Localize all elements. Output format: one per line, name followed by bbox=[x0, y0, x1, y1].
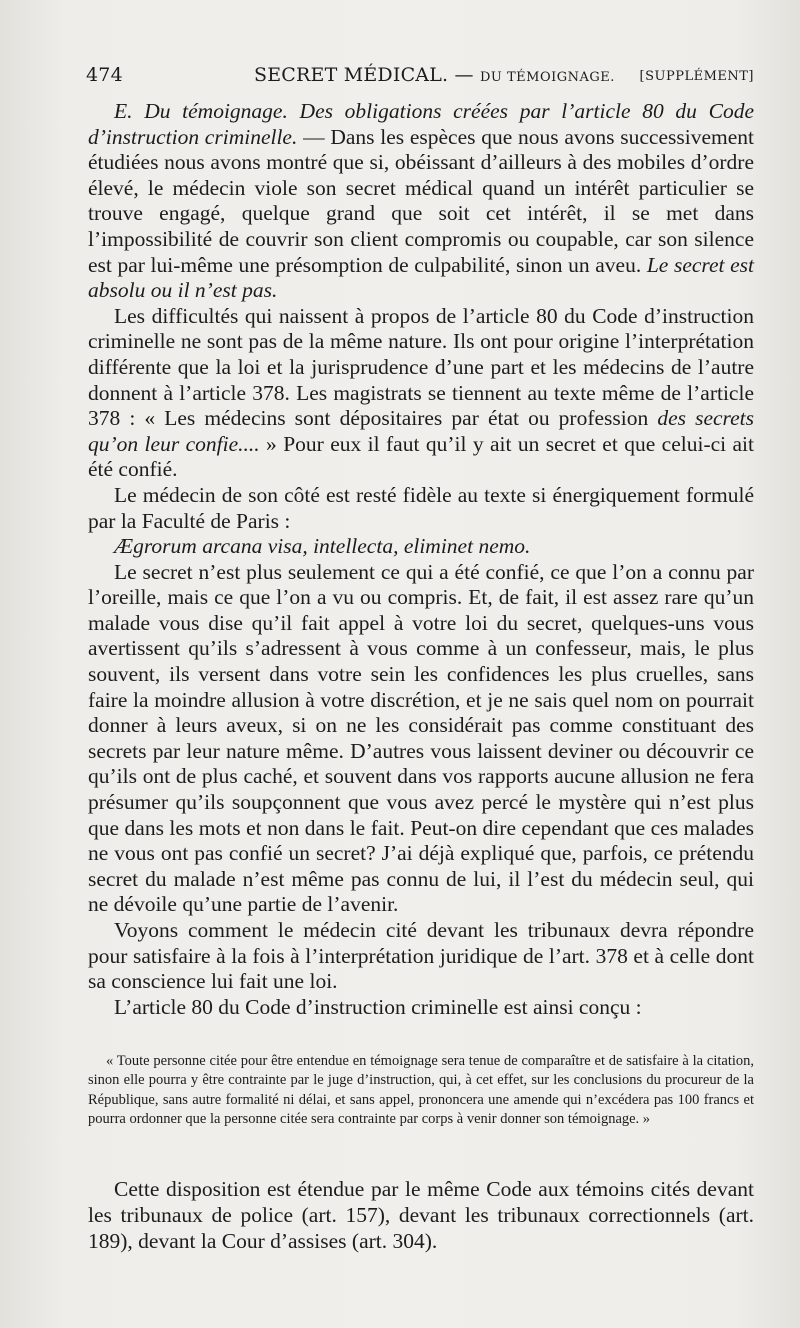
paragraph-2-a: Les difficultés qui naissent à propos de l’article 80 du Code d’instruction criminelle ne sont pas de la même nature. Ils ont pour origine l’interprétation différente que la loi et la jurisprudence d’une part et les médecins de l’autre donnent à l’article 378. Les magistrats se tiennent au texte même de l’article 378 : « Les médecins sont dépositaires par état ou profession bbox=[88, 303, 754, 431]
running-title-main: SECRET MÉDICAL. — bbox=[254, 64, 474, 86]
section-label bbox=[640, 62, 754, 90]
running-title-sub: DU TÉMOIGNAGE. bbox=[479, 70, 615, 85]
paragraph-2-quote: des secrets qu’on leur confie.... bbox=[88, 406, 754, 456]
paragraph-1-body: — Dans les espèces que nous avons successivement étudiées nous avons montré que si, obéissant d’ailleurs à des mobiles d’ordre élevé, le médecin viole son secret médical quand un intérêt particulier se trouve engagé, quelque grand que soit cet intérêt, il se met dans l’impossibilité de couvrir son client compromis ou coupable, car son silence est par lui-même une présomption de culpabilité, sinon un aveu. bbox=[88, 124, 754, 277]
paragraph-7: L’article 80 du Code d’instruction criminelle est ainsi conçu : bbox=[114, 994, 642, 1019]
paragraph-5: Le secret n’est plus seulement ce qui a été confié, ce que l’on a connu par l’oreille, mais ce que l’on a vu ou compris. Et, de fait, il est assez rare qu’un malade vous dise qu’il fait appel à votre loi du secret, quelques-uns vous avertissent qu’ils s’adressent à vous comme à un confesseur, mais, le plus souvent, ils versent dans votre sein les confidences les plus cruelles, sans faire la moindre allusion à votre discrétion, et je ne sais quel nom on pourrait donner à leurs aveux, si on ne les considérait pas comme constituant des secrets par leur nature même. D’autres vous laissent deviner ou découvrir ce qu’ils ont de plus caché, et souvent dans vos rapports aucune allusion ne fera présumer qu’ils soupçonnent que vous avez percé le mystère qui n’est plus que dans les mots et non dans le fait. Peut-on dire cependant que ces malades ne vous ont pas confié un secret? J’ai déjà expliqué que, parfois, ce prétendu secret du malade n’est même pas connu de lui, il l’est du médecin seul, qui ne dévoile qu’une partie de l’avenir. bbox=[88, 559, 754, 917]
paragraph-1 bbox=[88, 99, 754, 304]
main-text bbox=[88, 99, 754, 1020]
running-title bbox=[254, 62, 615, 91]
paragraph-8: Cette disposition est étendue par le même Code aux témoins cités devant les tribunaux de police (art. 157), devant les tribunaux correctionnels (art. 189), devant la Cour d’assises (art. 304). bbox=[88, 1177, 754, 1253]
paragraph-3: Le médecin de son côté est resté fidèle au texte si énergiquement formulé par la Faculté de Paris : bbox=[88, 482, 754, 533]
paragraph-2-b: » Pour eux il faut qu’il y ait un secret et que celui-ci ait été confié. bbox=[88, 431, 755, 482]
page-number: 474 bbox=[86, 64, 123, 86]
latin-maxim: Ægrorum arcana visa, intellecta, eliminet nemo. bbox=[114, 534, 531, 559]
block-quote bbox=[88, 1052, 754, 1130]
closing-text bbox=[88, 1176, 754, 1254]
block-quote-text: « Toute personne citée pour être entendue en témoignage sera tenue de comparaître et de satisfaire à la citation, sinon elle pourra y être contrainte par le juge d’instruction, qui, à cet effet, sur les conclusions du procureur de la République, sans autre formalité ni délai, et sans appel, prononcera une amende qui n’excédera pas 100 francs et pourra ordonner que la personne citée sera contrainte par corps à venir donner son témoignage. » bbox=[88, 1053, 754, 1128]
section-label-text: [SUPPLÉMENT] bbox=[639, 69, 754, 84]
paragraph-1-tail: Le secret est absolu ou il n’est pas. bbox=[88, 252, 754, 303]
paragraph-2 bbox=[88, 304, 754, 483]
paragraph-1-heading: E. Du témoignage. Des obligations créées par l’article 80 du Code d’instruction criminelle. bbox=[88, 99, 754, 149]
paragraph-6: Voyons comment le médecin cité devant les tribunaux devra répondre pour satisfaire à la fois à l’interprétation juridique de l’art. 378 et à celle dont sa conscience lui fait une loi. bbox=[88, 918, 754, 994]
